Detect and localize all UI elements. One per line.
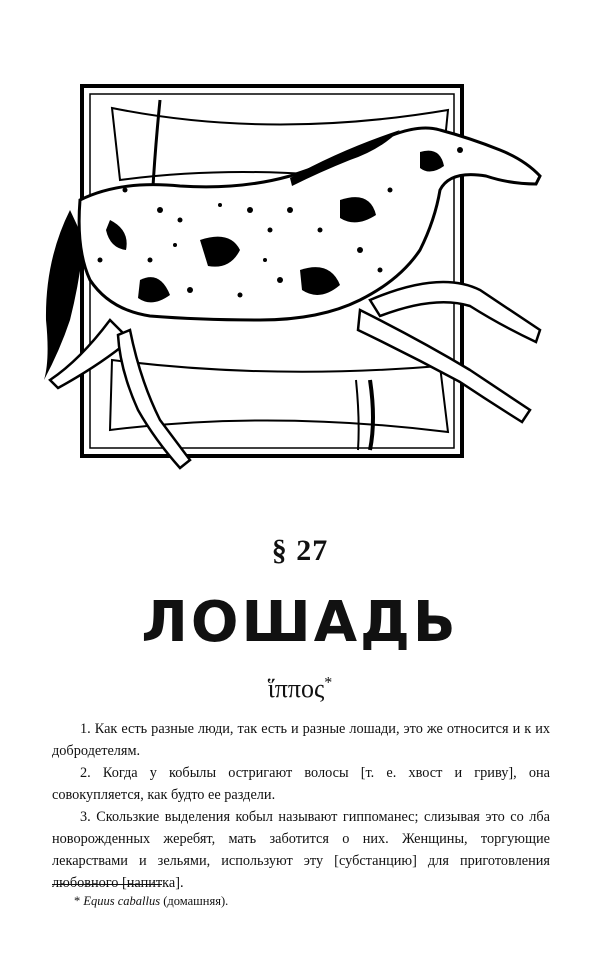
greek-term [0,674,600,704]
footnote-note: (домашняя). [163,894,229,908]
footnote-marker: * [74,894,81,908]
paragraph-3: 3. Скользкие выделения кобыл называют гиппоманес; слизывая это со лба новорожденных жеребят, мать заботится о них. Женщины, торгующие лекарствами и зельями, используют эту [субстанцию] для приготовления любовного [напитка]. [52,809,550,891]
section-number: § 27 [271,534,329,567]
horse-illustration [40,80,580,480]
footnote-marker: * [324,674,333,692]
paragraph-2: 2. Когда у кобылы остригают волосы [т. е. хвост и гриву], она совокупляется, как будто ее раздели. [52,765,550,803]
footnote-divider [52,884,162,885]
paragraph-1: 1. Как есть разные люди, так есть и разные лошади, это же относится и к их добродетелям. [52,721,550,759]
chapter-title: ЛОШАДЬ [141,590,459,655]
body-text [52,718,550,894]
greek-word: ἵππος [267,674,325,703]
footnote [74,894,228,909]
footnote-latin-name: Equus caballus [83,894,161,908]
